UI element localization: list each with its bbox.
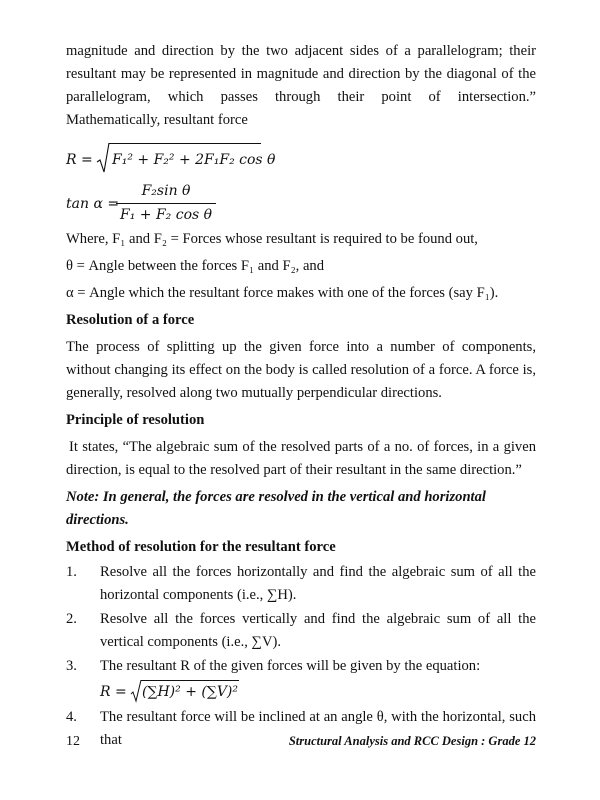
list-item-equation (66, 679, 536, 705)
where-line: Where, F₁ and F₂ = Forces whose resultant is required to be found out, (66, 231, 478, 247)
resultant-r-equation (66, 679, 536, 705)
note-text: Note: In general, the forces are resolved in the vertical and horizontal directions. (66, 489, 486, 528)
list-text: The resultant R of the given forces will be given by the equation: (100, 658, 481, 674)
list-text: Resolve all the forces horizontally and find the algebraic sum of all the horizontal components (i.e., ∑H). (100, 564, 536, 603)
section-heading: Resolution of a force (66, 312, 195, 328)
tan-alpha-equation (66, 180, 536, 224)
list-number: 3. (66, 658, 77, 674)
section-heading: Method of resolution for the resultant force (66, 539, 336, 555)
equation-lhs: tan α = (66, 196, 120, 212)
fraction (116, 180, 216, 227)
list-number: 4. (66, 709, 77, 725)
fraction-numerator: F₂sin θ (141, 183, 191, 199)
page-number: 12 (66, 734, 80, 749)
resolution-paragraph: The process of splitting up the given force into a number of components, without changing its effect on the body is called resolution of a force. A force is, generally, resolved along two mutually perpendicular directions. (66, 339, 536, 401)
equation-radicand: F₁² + F₂² + 2F₁F₂ cos θ (112, 152, 276, 168)
list-item (66, 655, 536, 678)
equation-lhs: R = (100, 684, 127, 700)
page-body (66, 40, 536, 753)
where-line: θ = Angle between the forces F₁ and F₂, and (66, 258, 325, 274)
sqrt-sign (96, 142, 110, 174)
sqrt-sign (130, 679, 142, 703)
list-item (66, 608, 536, 654)
equation-lhs: R = (66, 152, 93, 168)
radical-overline (109, 143, 261, 144)
principle-paragraph: It states, “The algebraic sum of the resolved parts of a no. of forces, in a given direction, is equal to the resolved part of their resultant in the same direction.” (66, 439, 536, 478)
list-text: Resolve all the forces vertically and find the algebraic sum of all the vertical components (i.e., ∑V). (100, 611, 536, 650)
list-number: 1. (66, 564, 77, 580)
where-line: α = Angle which the resultant force makes with one of the forces (say F₁). (66, 285, 499, 301)
equation-radicand: (∑H)² + (∑V)² (142, 684, 239, 700)
list-item (66, 561, 536, 607)
book-title: Structural Analysis and RCC Design : Grade 12 (288, 734, 536, 748)
resultant-force-equation (66, 140, 536, 176)
intro-paragraph: magnitude and direction by the two adjacent sides of a parallelogram; their resultant may be represented in magnitude and direction by the diagonal of the parallelogram, which passes through their point of intersection.” Mathematically, resultant force (66, 43, 536, 128)
steps-list (66, 561, 536, 752)
list-text: The resultant force will be inclined at an angle θ, with the horizontal, such that (100, 709, 536, 748)
list-number: 2. (66, 611, 77, 627)
fraction-denominator: F₁ + F₂ cos θ (116, 203, 216, 227)
section-heading: Principle of resolution (66, 412, 205, 428)
